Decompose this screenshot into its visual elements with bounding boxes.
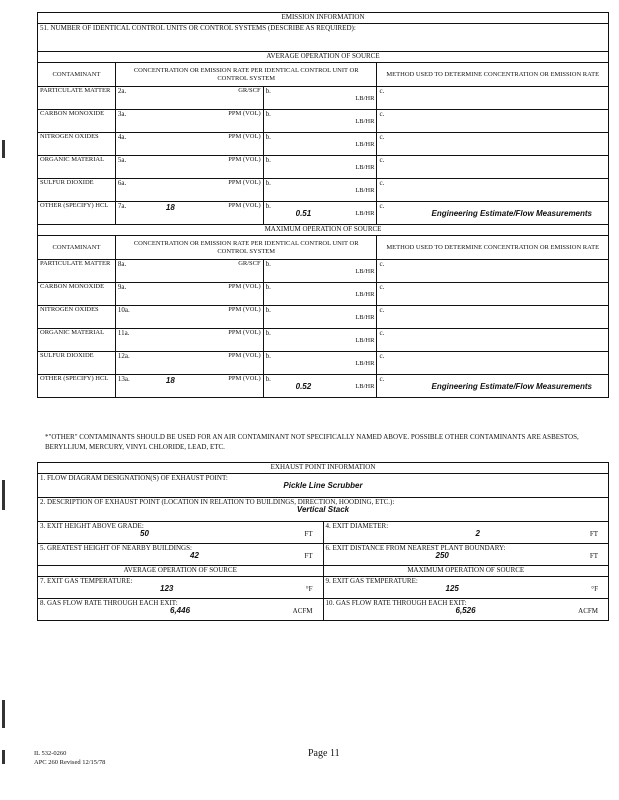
method-value: Engineering Estimate/Flow Measurements: [431, 382, 592, 391]
concentration-cell: [115, 306, 263, 329]
contaminant-name: CARBON MONOXIDE: [38, 283, 116, 306]
emission-rate-item-label: b.: [265, 202, 271, 210]
method-cell: [377, 133, 609, 156]
emission-rate-item-label: b.: [265, 329, 271, 337]
contaminant-name: ORGANIC MATERIAL: [38, 156, 116, 179]
max-exit-temp-value: 125: [445, 584, 459, 593]
concentration-header: CONCENTRATION OR EMISSION RATE PER IDENTICAL CONTROL UNIT OR CONTROL SYSTEM: [115, 63, 377, 87]
boundary-distance-unit: FT: [589, 552, 598, 560]
method-item-label: c.: [379, 179, 385, 187]
exit-height-unit: FT: [304, 530, 313, 538]
concentration-cell: [115, 156, 263, 179]
concentration-unit: PPM (VOL): [228, 110, 261, 117]
contaminant-row: [38, 352, 609, 375]
method-cell: [377, 352, 609, 375]
concentration-unit: PPM (VOL): [228, 352, 261, 359]
concentration-value: 18: [165, 203, 175, 212]
exhaust-table: [37, 462, 609, 621]
concentration-item-label: 6a.: [117, 179, 127, 187]
contaminant-row: [38, 260, 609, 283]
avg-flow-rate-unit: ACFM: [292, 607, 313, 615]
concentration-header: CONCENTRATION OR EMISSION RATE PER IDENTICAL CONTROL UNIT OR CONTROL SYSTEM: [115, 236, 377, 260]
method-cell: [377, 110, 609, 133]
method-cell: [377, 283, 609, 306]
contaminant-row: [38, 87, 609, 110]
concentration-item-label: 7a.: [117, 202, 127, 210]
emission-rate-unit: LB/HR: [355, 268, 375, 275]
emission-rate-unit: LB/HR: [355, 314, 375, 321]
max-exit-temp-label: 9. EXIT GAS TEMPERATURE:: [325, 577, 418, 585]
method-item-label: c.: [379, 352, 385, 360]
concentration-item-label: 2a.: [117, 87, 127, 95]
concentration-unit: PPM (VOL): [228, 133, 261, 140]
method-item-label: c.: [379, 283, 385, 291]
concentration-item-label: 3a.: [117, 110, 127, 118]
scan-mark: [2, 700, 5, 728]
other-contaminants-note: *"OTHER" CONTAMINANTS SHOULD BE USED FOR AN AIR CONTAMINANT NOT SPECIFICALLY NAMED ABOVE. POSSIBLE OTHER CONTAMINANTS ARE ASBESTOS, BERYLLIUM, MERCURY, VINYL CHLORIDE, LEAD, ETC.: [45, 433, 579, 451]
contaminant-name: PARTICULATE MATTER: [38, 87, 116, 110]
contaminant-row: [38, 202, 609, 225]
concentration-cell: [115, 110, 263, 133]
concentration-cell: [115, 179, 263, 202]
boundary-distance-value: 250: [435, 551, 449, 560]
emission-rate-cell: [263, 202, 377, 225]
concentration-item-label: 10a.: [117, 306, 130, 314]
emission-rate-cell: [263, 260, 377, 283]
boundary-distance-field: [323, 544, 609, 566]
form-revision: APC 260 Revised 12/15/78: [34, 759, 106, 766]
method-item-label: c.: [379, 87, 385, 95]
exit-diameter-unit: FT: [589, 530, 598, 538]
exhaust-maximum-title: MAXIMUM OPERATION OF SOURCE: [323, 566, 609, 577]
emission-rate-cell: [263, 306, 377, 329]
avg-flow-rate-field: [38, 599, 324, 621]
emission-rate-cell: [263, 283, 377, 306]
method-item-label: c.: [379, 202, 385, 210]
contaminant-header: CONTAMINANT: [38, 236, 116, 260]
method-cell: [377, 179, 609, 202]
exit-diameter-value: 2: [475, 529, 480, 538]
concentration-unit: PPM (VOL): [228, 202, 261, 209]
max-exit-temp-field: [323, 577, 609, 599]
flow-diagram-label: 1. FLOW DIAGRAM DESIGNATION(S) OF EXHAUST POINT:: [40, 474, 228, 482]
contaminant-name: CARBON MONOXIDE: [38, 110, 116, 133]
method-header: METHOD USED TO DETERMINE CONCENTRATION OR EMISSION RATE: [377, 236, 609, 260]
concentration-unit: PPM (VOL): [228, 156, 261, 163]
avg-flow-rate-label: 8. GAS FLOW RATE THROUGH EACH EXIT:: [40, 599, 178, 607]
contaminant-row: [38, 156, 609, 179]
contaminant-row: [38, 306, 609, 329]
max-flow-rate-field: [323, 599, 609, 621]
contaminant-name: NITROGEN OXIDES: [38, 133, 116, 156]
concentration-cell: [115, 329, 263, 352]
emission-rate-unit: LB/HR: [355, 291, 375, 298]
emission-rate-unit: LB/HR: [355, 118, 375, 125]
method-item-label: c.: [379, 260, 385, 268]
method-cell: [377, 329, 609, 352]
method-item-label: c.: [379, 110, 385, 118]
avg-exit-temp-field: [38, 577, 324, 599]
emission-rate-unit: LB/HR: [355, 187, 375, 194]
concentration-unit: PPM (VOL): [228, 179, 261, 186]
method-item-label: c.: [379, 375, 385, 383]
contaminant-header: CONTAMINANT: [38, 63, 116, 87]
building-height-value: 42: [190, 551, 199, 560]
emission-rate-item-label: b.: [265, 375, 271, 383]
max-flow-rate-label: 10. GAS FLOW RATE THROUGH EACH EXIT:: [325, 599, 467, 607]
method-header: METHOD USED TO DETERMINE CONCENTRATION OR EMISSION RATE: [377, 63, 609, 87]
method-item-label: c.: [379, 133, 385, 141]
maximum-operation-title: MAXIMUM OPERATION OF SOURCE: [38, 225, 609, 236]
contaminant-row: [38, 329, 609, 352]
concentration-cell: [115, 260, 263, 283]
avg-exit-temp-label: 7. EXIT GAS TEMPERATURE:: [40, 577, 133, 585]
contaminant-row: [38, 110, 609, 133]
building-height-label: 5. GREATEST HEIGHT OF NEARBY BUILDINGS:: [40, 544, 192, 552]
concentration-unit: GR/SCF: [238, 260, 261, 267]
avg-exit-temp-unit: °F: [305, 585, 313, 593]
concentration-cell: [115, 375, 263, 398]
emission-rate-unit: LB/HR: [355, 141, 375, 148]
contaminant-name: PARTICULATE MATTER: [38, 260, 116, 283]
concentration-unit: PPM (VOL): [228, 375, 261, 382]
max-flow-rate-value: 6,526: [455, 606, 476, 615]
concentration-unit: PPM (VOL): [228, 329, 261, 336]
method-cell: [377, 260, 609, 283]
emission-title: EMISSION INFORMATION: [38, 13, 609, 24]
emission-rate-cell: [263, 133, 377, 156]
concentration-cell: [115, 283, 263, 306]
contaminant-row: [38, 375, 609, 398]
concentration-cell: [115, 87, 263, 110]
max-exit-temp-unit: °F: [591, 585, 598, 593]
building-height-field: [38, 544, 324, 566]
concentration-item-label: 5a.: [117, 156, 127, 164]
exit-diameter-label: 4. EXIT DIAMETER:: [325, 522, 389, 530]
concentration-item-label: 8a.: [117, 260, 127, 268]
contaminant-name: NITROGEN OXIDES: [38, 306, 116, 329]
method-value: Engineering Estimate/Flow Measurements: [431, 209, 592, 218]
method-item-label: c.: [379, 306, 385, 314]
method-cell: [377, 306, 609, 329]
emission-rate-cell: [263, 110, 377, 133]
form-number: IL 532-0260: [34, 750, 67, 757]
boundary-distance-label: 6. EXIT DISTANCE FROM NEAREST PLANT BOUNDARY:: [325, 544, 506, 552]
emission-rate-item-label: b.: [265, 133, 271, 141]
concentration-unit: GR/SCF: [238, 87, 261, 94]
method-cell: [377, 87, 609, 110]
method-cell: [377, 375, 609, 398]
emission-rate-cell: [263, 87, 377, 110]
contaminant-name: SULFUR DIOXIDE: [38, 352, 116, 375]
exit-diameter-field: [323, 522, 609, 544]
exhaust-description-field: [38, 498, 609, 522]
emission-rate-item-label: b.: [265, 283, 271, 291]
avg-flow-rate-value: 6,446: [170, 606, 191, 615]
contaminant-name: ORGANIC MATERIAL: [38, 329, 116, 352]
flow-diagram-value: Pickle Line Scrubber: [283, 481, 363, 490]
emission-rate-item-label: b.: [265, 110, 271, 118]
concentration-item-label: 13a.: [117, 375, 130, 383]
method-cell: [377, 202, 609, 225]
concentration-item-label: 4a.: [117, 133, 127, 141]
page-number: Page 11: [308, 748, 340, 759]
concentration-item-label: 11a.: [117, 329, 130, 337]
exhaust-description-label: 2. DESCRIPTION OF EXHAUST POINT (LOCATION IN RELATION TO BUILDINGS, DIRECTION, HOODING, ETC.):: [40, 498, 395, 506]
emission-rate-item-label: b.: [265, 352, 271, 360]
emission-rate-unit: LB/HR: [355, 383, 375, 390]
method-item-label: c.: [379, 329, 385, 337]
exhaust-description-value: Vertical Stack: [296, 505, 350, 514]
emission-rate-cell: [263, 179, 377, 202]
method-item-label: c.: [379, 156, 385, 164]
emission-rate-value: 0.51: [295, 209, 312, 218]
scan-mark: [2, 750, 5, 764]
emission-rate-unit: LB/HR: [355, 360, 375, 367]
scan-mark: [2, 480, 5, 510]
concentration-cell: [115, 202, 263, 225]
emission-rate-item-label: b.: [265, 179, 271, 187]
emission-rate-cell: [263, 375, 377, 398]
contaminant-name: OTHER (SPECIFY) HCL: [38, 202, 116, 225]
emission-rate-item-label: b.: [265, 260, 271, 268]
concentration-unit: PPM (VOL): [228, 283, 261, 290]
average-rows: [38, 87, 609, 225]
emission-rate-item-label: b.: [265, 156, 271, 164]
exit-height-label: 3. EXIT HEIGHT ABOVE GRADE:: [40, 522, 144, 530]
item-51-label: 51. NUMBER OF IDENTICAL CONTROL UNITS OR CONTROL SYSTEMS (DESCRIBE AS REQUIRED):: [38, 24, 609, 52]
contaminant-row: [38, 283, 609, 306]
contaminant-name: SULFUR DIOXIDE: [38, 179, 116, 202]
concentration-unit: PPM (VOL): [228, 306, 261, 313]
exit-height-field: [38, 522, 324, 544]
contaminant-name: OTHER (SPECIFY) HCL: [38, 375, 116, 398]
exit-height-value: 50: [140, 529, 149, 538]
average-operation-title: AVERAGE OPERATION OF SOURCE: [38, 52, 609, 63]
max-flow-rate-unit: ACFM: [578, 607, 598, 615]
emission-rate-cell: [263, 329, 377, 352]
emission-rate-unit: LB/HR: [355, 210, 375, 217]
emission-rate-item-label: b.: [265, 87, 271, 95]
method-cell: [377, 156, 609, 179]
exhaust-average-title: AVERAGE OPERATION OF SOURCE: [38, 566, 324, 577]
contaminant-row: [38, 179, 609, 202]
concentration-item-label: 12a.: [117, 352, 130, 360]
emission-rate-cell: [263, 156, 377, 179]
contaminant-row: [38, 133, 609, 156]
flow-diagram-field: [38, 474, 609, 498]
emission-rate-item-label: b.: [265, 306, 271, 314]
emission-rate-value: 0.52: [295, 382, 312, 391]
concentration-item-label: 9a.: [117, 283, 127, 291]
emission-rate-cell: [263, 352, 377, 375]
building-height-unit: FT: [304, 552, 313, 560]
emission-rate-unit: LB/HR: [355, 95, 375, 102]
emission-table: [37, 12, 609, 398]
maximum-rows: [38, 260, 609, 398]
concentration-value: 18: [165, 376, 175, 385]
avg-exit-temp-value: 123: [160, 584, 174, 593]
emission-rate-unit: LB/HR: [355, 337, 375, 344]
concentration-cell: [115, 133, 263, 156]
concentration-cell: [115, 352, 263, 375]
exhaust-title: EXHAUST POINT INFORMATION: [38, 463, 609, 474]
emission-rate-unit: LB/HR: [355, 164, 375, 171]
scan-mark: [2, 140, 5, 158]
